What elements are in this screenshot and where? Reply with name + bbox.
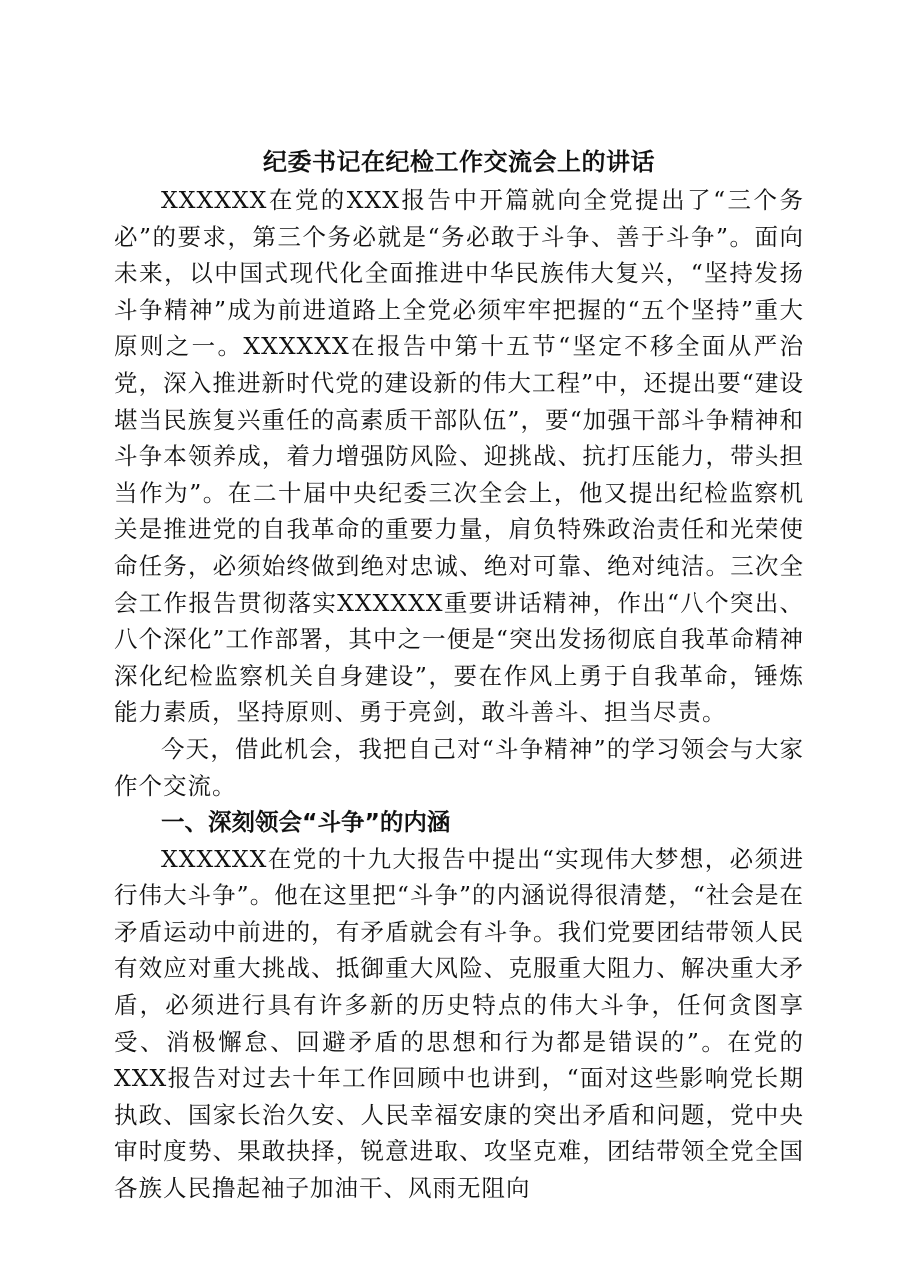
- section-paragraph: XXXXXX在党的十九大报告中提出“实现伟大梦想，必须进行伟大斗争”。他在这里把“斗争”的内涵说得很清楚，“社会是在矛盾运动中前进的，有矛盾就会有斗争。我们党要团结带领人民有效应对重大挑战、抵御重大风险、克服重大阻力、解决重大矛盾，必须进行具有许多新的历史特点的伟大斗争，任何贪图享受、消极懈怠、回避矛盾的思想和行为都是错误的”。在党的XXX报告对过去十年工作回顾中也讲到，“面对这些影响党长期执政、国家长治久安、人民幸福安康的突出矛盾和问题，党中央审时度势、果敢抉择，锐意进取、攻坚克难，团结带领全党全国各族人民撸起袖子加油干、风雨无阻向: [114, 844, 804, 1203]
- document-title: 纪委书记在纪检工作交流会上的讲话: [263, 147, 655, 176]
- document-body: [114, 142, 804, 1207]
- transition-paragraph: 今天，借此机会，我把自己对“斗争精神”的学习领会与大家作个交流。: [114, 734, 804, 800]
- section-heading: 一、深刻领会“斗争”的内涵: [161, 808, 451, 837]
- intro-paragraph: XXXXXX在党的XXX报告中开篇就向全党提出了“三个务必”的要求，第三个务必就是“务必敢于斗争、善于斗争”。面向未来，以中国式现代化全面推进中华民族伟大复兴，“坚持发扬斗争精神”成为前进道路上全党必须牢牢把握的“五个坚持”重大原则之一。XXXXXX在报告中第十五节“坚定不移全面从严治党，深入推进新时代党的建设新的伟大工程”中，还提出要“建设堪当民族复兴重任的高素质干部队伍”，要“加强干部斗争精神和斗争本领养成，着力增强防风险、迎挑战、抗打压能力，带头担当作为”。在二十届中央纪委三次全会上，他又提出纪检监察机关是推进党的自我革命的重要力量，肩负特殊政治责任和光荣使命任务，必须始终做到绝对忠诚、绝对可靠、绝对纯洁。三次全会工作报告贯彻落实XXXXXX重要讲话精神，作出“八个突出、八个深化”工作部署，其中之一便是“突出发扬彻底自我革命精神深化纪检监察机关自身建设”，要在作风上勇于自我革命，锤炼能力素质，坚持原则、勇于亮剑，敢斗善斗、担当尽责。: [114, 186, 804, 727]
